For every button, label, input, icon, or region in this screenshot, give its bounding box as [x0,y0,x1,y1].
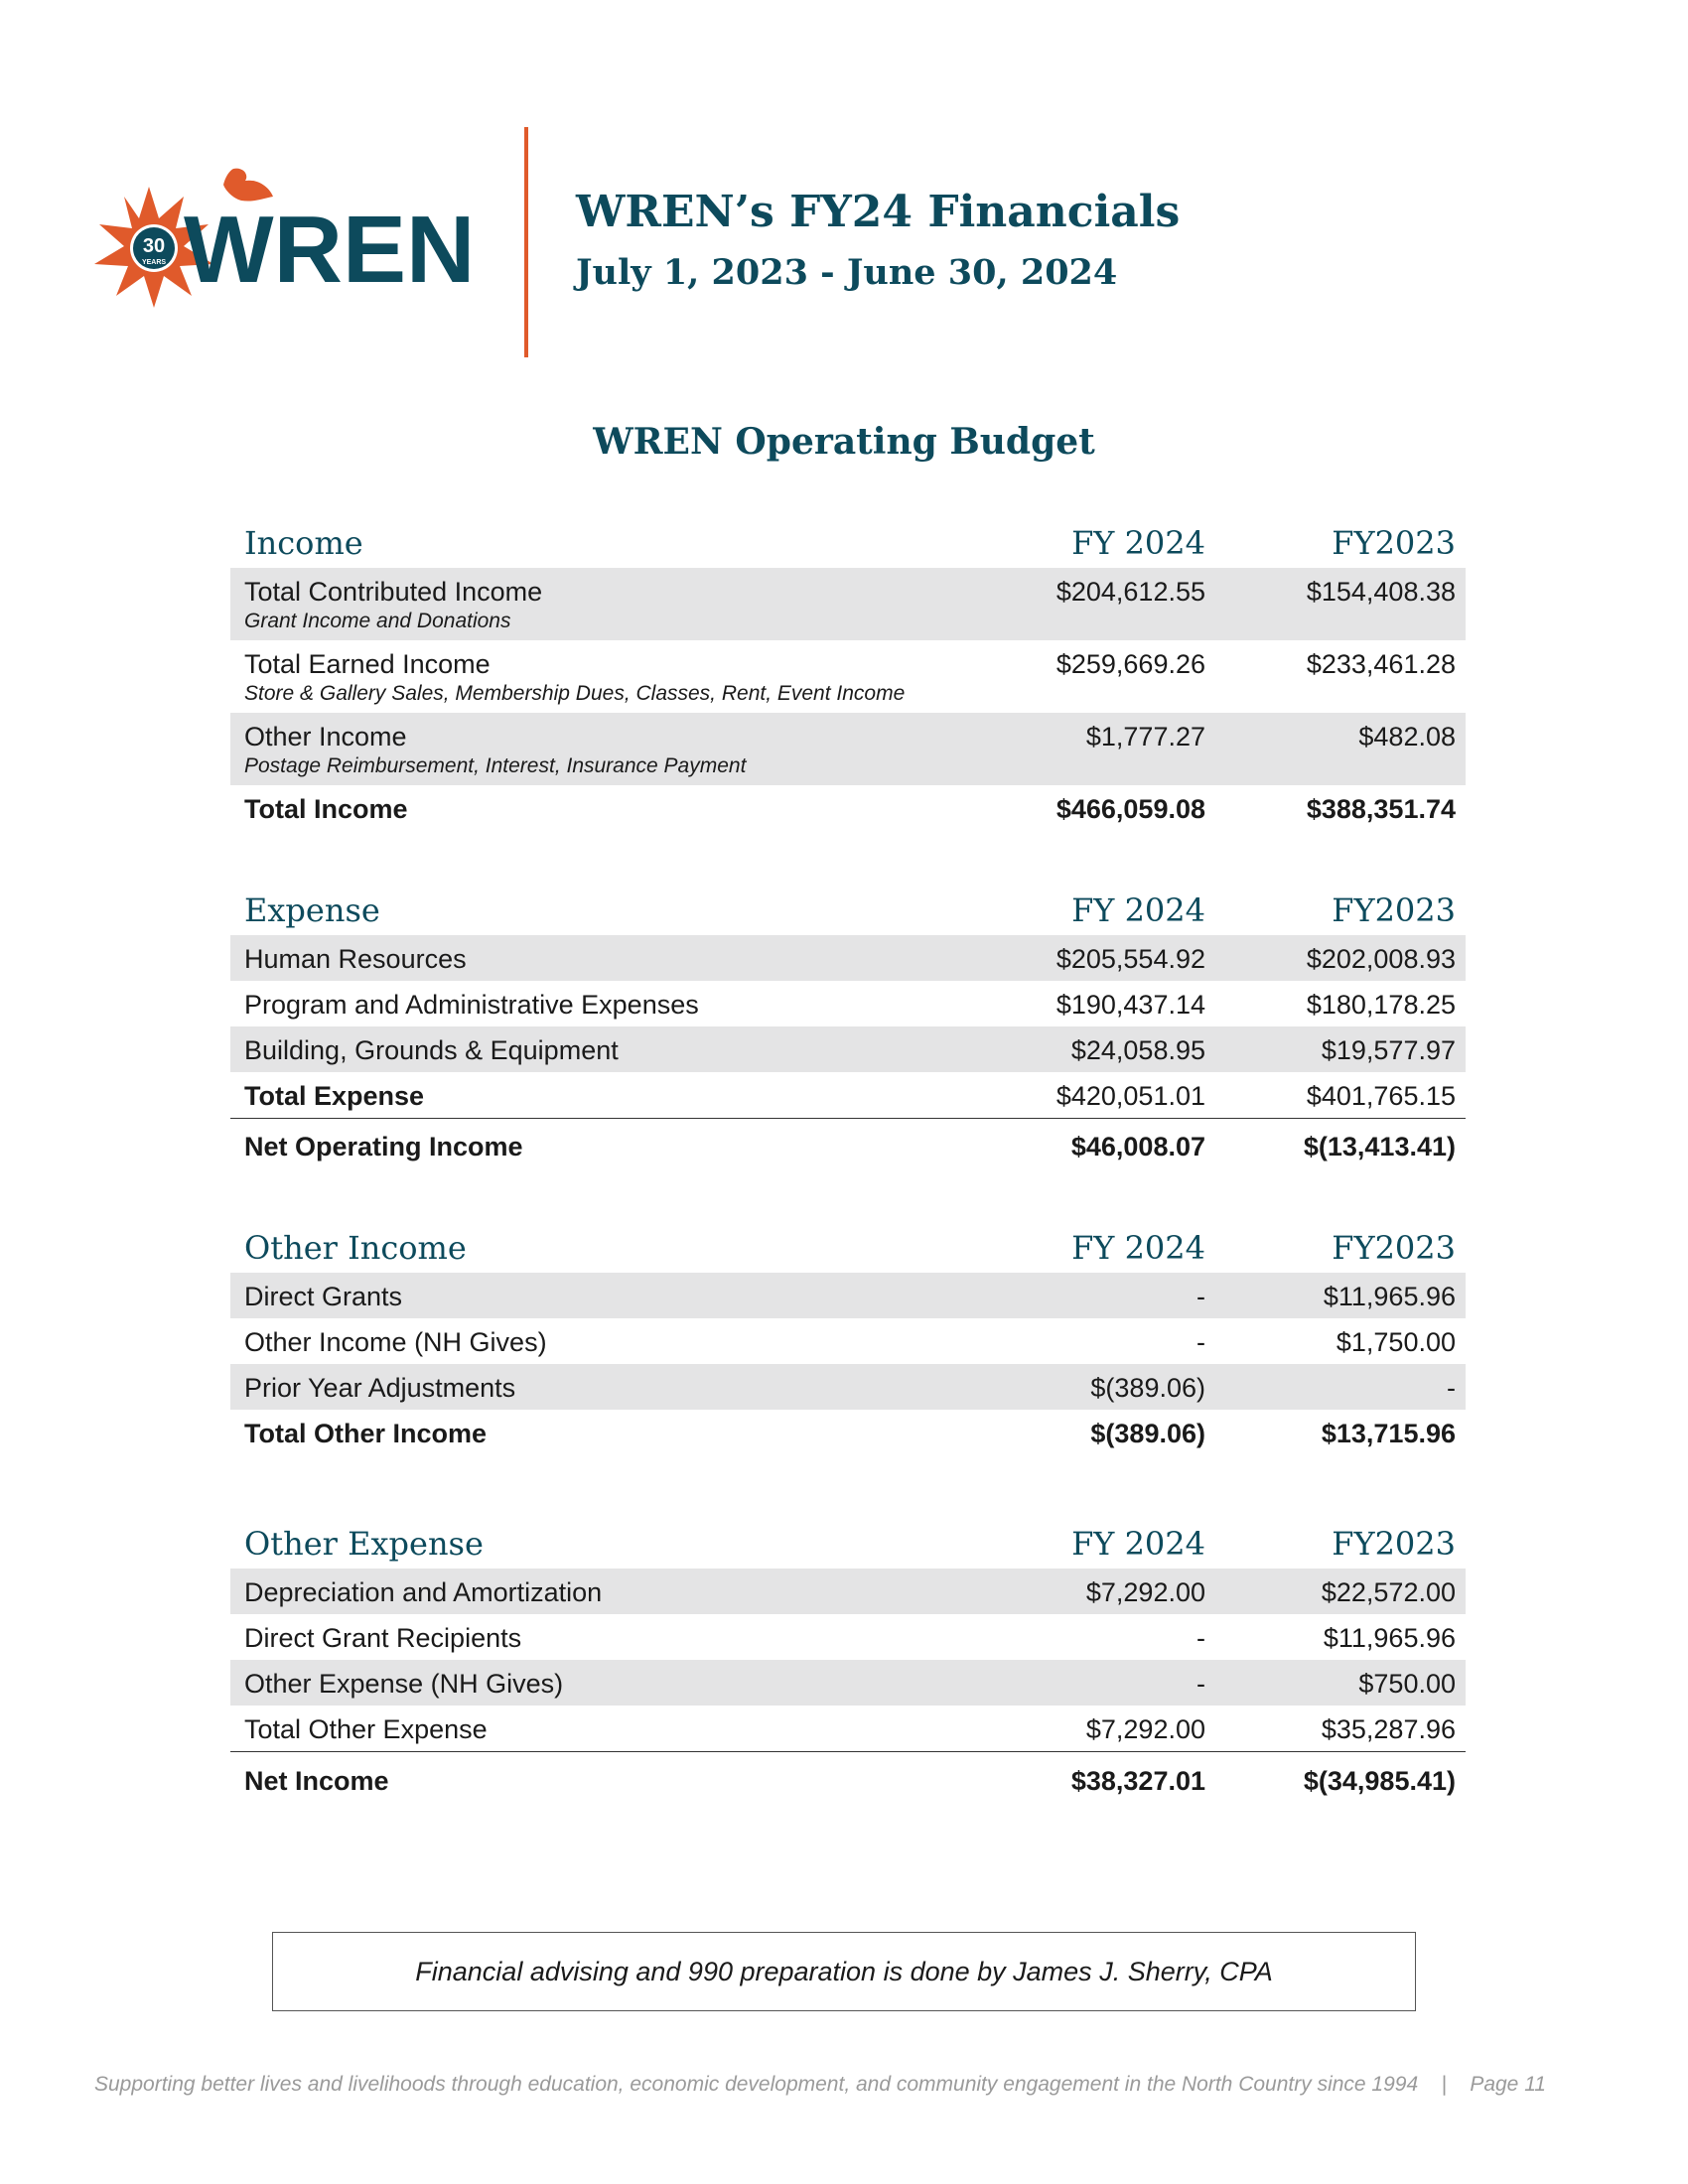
row-fy23: $750.00 [1358,1669,1456,1699]
row-fy24: - [1196,1327,1205,1357]
row-fy24: $7,292.00 [1085,1577,1205,1607]
table-row [230,935,1466,981]
page-subtitle: July 1, 2023 - June 30, 2024 [576,252,1118,293]
row-fy24: - [1196,1623,1205,1653]
total-row [230,785,1466,831]
row-fy23: $154,408.38 [1306,577,1456,607]
total-label: Total Income [244,794,408,824]
logo-badge-word: YEARS [141,259,167,266]
other-income-heading: Other Income [244,1229,467,1267]
net-fy24: $46,008.07 [1070,1132,1205,1161]
expense-header [230,886,1466,935]
other-income-table [230,1223,1466,1455]
row-fy24: $204,612.55 [1055,577,1205,607]
table-row [230,1569,1466,1614]
footer-separator: | [1441,2073,1447,2096]
total-label: Total Expense [244,1081,425,1111]
row-fy23: $482.08 [1358,722,1456,751]
table-row [230,640,1466,713]
other-income-header [230,1223,1466,1273]
total-fy24: $420,051.01 [1055,1081,1205,1111]
row-fy24: $259,669.26 [1055,649,1205,679]
expense-col-fy23: FY2023 [1332,891,1456,929]
total-row [230,1072,1466,1118]
row-fy24: - [1196,1282,1205,1311]
income-col-fy24: FY 2024 [1071,524,1205,562]
total-row [230,1410,1466,1455]
row-sublabel: Store & Gallery Sales, Membership Dues, Classes, Rent, Event Income [244,682,906,705]
row-label: Other Income (NH Gives) [244,1327,547,1357]
net-income-fy24: $38,327.01 [1070,1766,1205,1796]
row-label: Total Contributed Income [244,577,543,607]
table-row [230,713,1466,785]
row-label: Program and Administrative Expenses [244,990,699,1020]
row-fy24: $190,437.14 [1055,990,1205,1020]
income-table [230,518,1466,831]
row-sublabel: Grant Income and Donations [244,610,511,632]
row-fy23: $11,965.96 [1323,1623,1456,1653]
row-fy23: - [1447,1373,1456,1403]
other-expense-header [230,1519,1466,1569]
cpa-note-box [272,1932,1416,2011]
total-label: Total Other Income [244,1419,488,1448]
row-fy23: $19,577.97 [1321,1035,1456,1065]
other-income-col-fy23: FY2023 [1332,1229,1456,1267]
footer-mission: Supporting better lives and livelihoods through education, economic development, and community engagement in the North Country since 1994 [94,2073,1419,2096]
table-row [230,1026,1466,1072]
net-income-fy23: $(34,985.41) [1303,1766,1456,1796]
row-fy23: $233,461.28 [1306,649,1456,679]
net-fy23: $(13,413.41) [1303,1132,1456,1161]
row-fy23: $35,287.96 [1321,1714,1456,1744]
row-label: Building, Grounds & Equipment [244,1035,619,1065]
row-label: Total Other Expense [244,1714,488,1744]
net-row [230,1118,1466,1170]
logo-brand: WREN [184,197,472,303]
row-label: Direct Grant Recipients [244,1623,522,1653]
total-fy24: $(389.06) [1090,1419,1205,1448]
row-label: Direct Grants [244,1282,403,1311]
total-fy24: $466,059.08 [1055,794,1205,824]
table-row [230,1614,1466,1660]
net-label: Net Operating Income [244,1132,523,1161]
row-fy23: $202,008.93 [1306,944,1456,974]
expense-heading: Expense [244,891,380,929]
table-row [230,1660,1466,1706]
footer-page-number: Page 11 [1470,2073,1546,2096]
expense-table [230,886,1466,1170]
row-fy24: - [1196,1669,1205,1699]
net-income-label: Net Income [244,1766,389,1796]
expense-col-fy24: FY 2024 [1071,891,1205,929]
total-fy23: $388,351.74 [1306,794,1456,824]
row-label: Other Expense (NH Gives) [244,1669,564,1699]
row-label: Human Resources [244,944,467,974]
total-fy23: $13,715.96 [1321,1419,1456,1448]
net-income-row [230,1751,1466,1808]
row-fy24: $205,554.92 [1055,944,1205,974]
table-row [230,1318,1466,1364]
table-row [230,1273,1466,1318]
total-fy23: $401,765.15 [1306,1081,1456,1111]
row-label: Other Income [244,722,407,751]
table-row [230,1706,1466,1751]
page-title: WREN’s FY24 Financials [576,187,1181,237]
row-fy24: $(389.06) [1090,1373,1205,1403]
other-expense-heading: Other Expense [244,1525,484,1563]
row-fy23: $11,965.96 [1323,1282,1456,1311]
cpa-note: Financial advising and 990 preparation is done by James J. Sherry, CPA [415,1956,1273,1986]
other-expense-col-fy24: FY 2024 [1071,1525,1205,1563]
row-fy24: $7,292.00 [1085,1714,1205,1744]
row-sublabel: Postage Reimbursement, Interest, Insurance Payment [244,754,747,777]
income-header [230,518,1466,568]
other-income-col-fy24: FY 2024 [1071,1229,1205,1267]
row-fy24: $1,777.27 [1085,722,1205,751]
row-fy23: $22,572.00 [1321,1577,1456,1607]
row-fy23: $180,178.25 [1306,990,1456,1020]
table-row [230,568,1466,640]
budget-heading: WREN Operating Budget [593,421,1095,463]
income-col-fy23: FY2023 [1332,524,1456,562]
table-row [230,981,1466,1026]
wren-logo [74,167,472,316]
row-fy23: $1,750.00 [1336,1327,1456,1357]
row-fy24: $24,058.95 [1070,1035,1205,1065]
other-expense-col-fy23: FY2023 [1332,1525,1456,1563]
income-heading: Income [244,524,363,562]
logo-badge-number: 30 [142,235,166,257]
page-footer [94,2073,1546,2097]
header-divider [524,127,528,357]
row-label: Prior Year Adjustments [244,1373,516,1403]
table-row [230,1364,1466,1410]
row-label: Depreciation and Amortization [244,1577,603,1607]
other-expense-table [230,1519,1466,1808]
row-label: Total Earned Income [244,649,491,679]
